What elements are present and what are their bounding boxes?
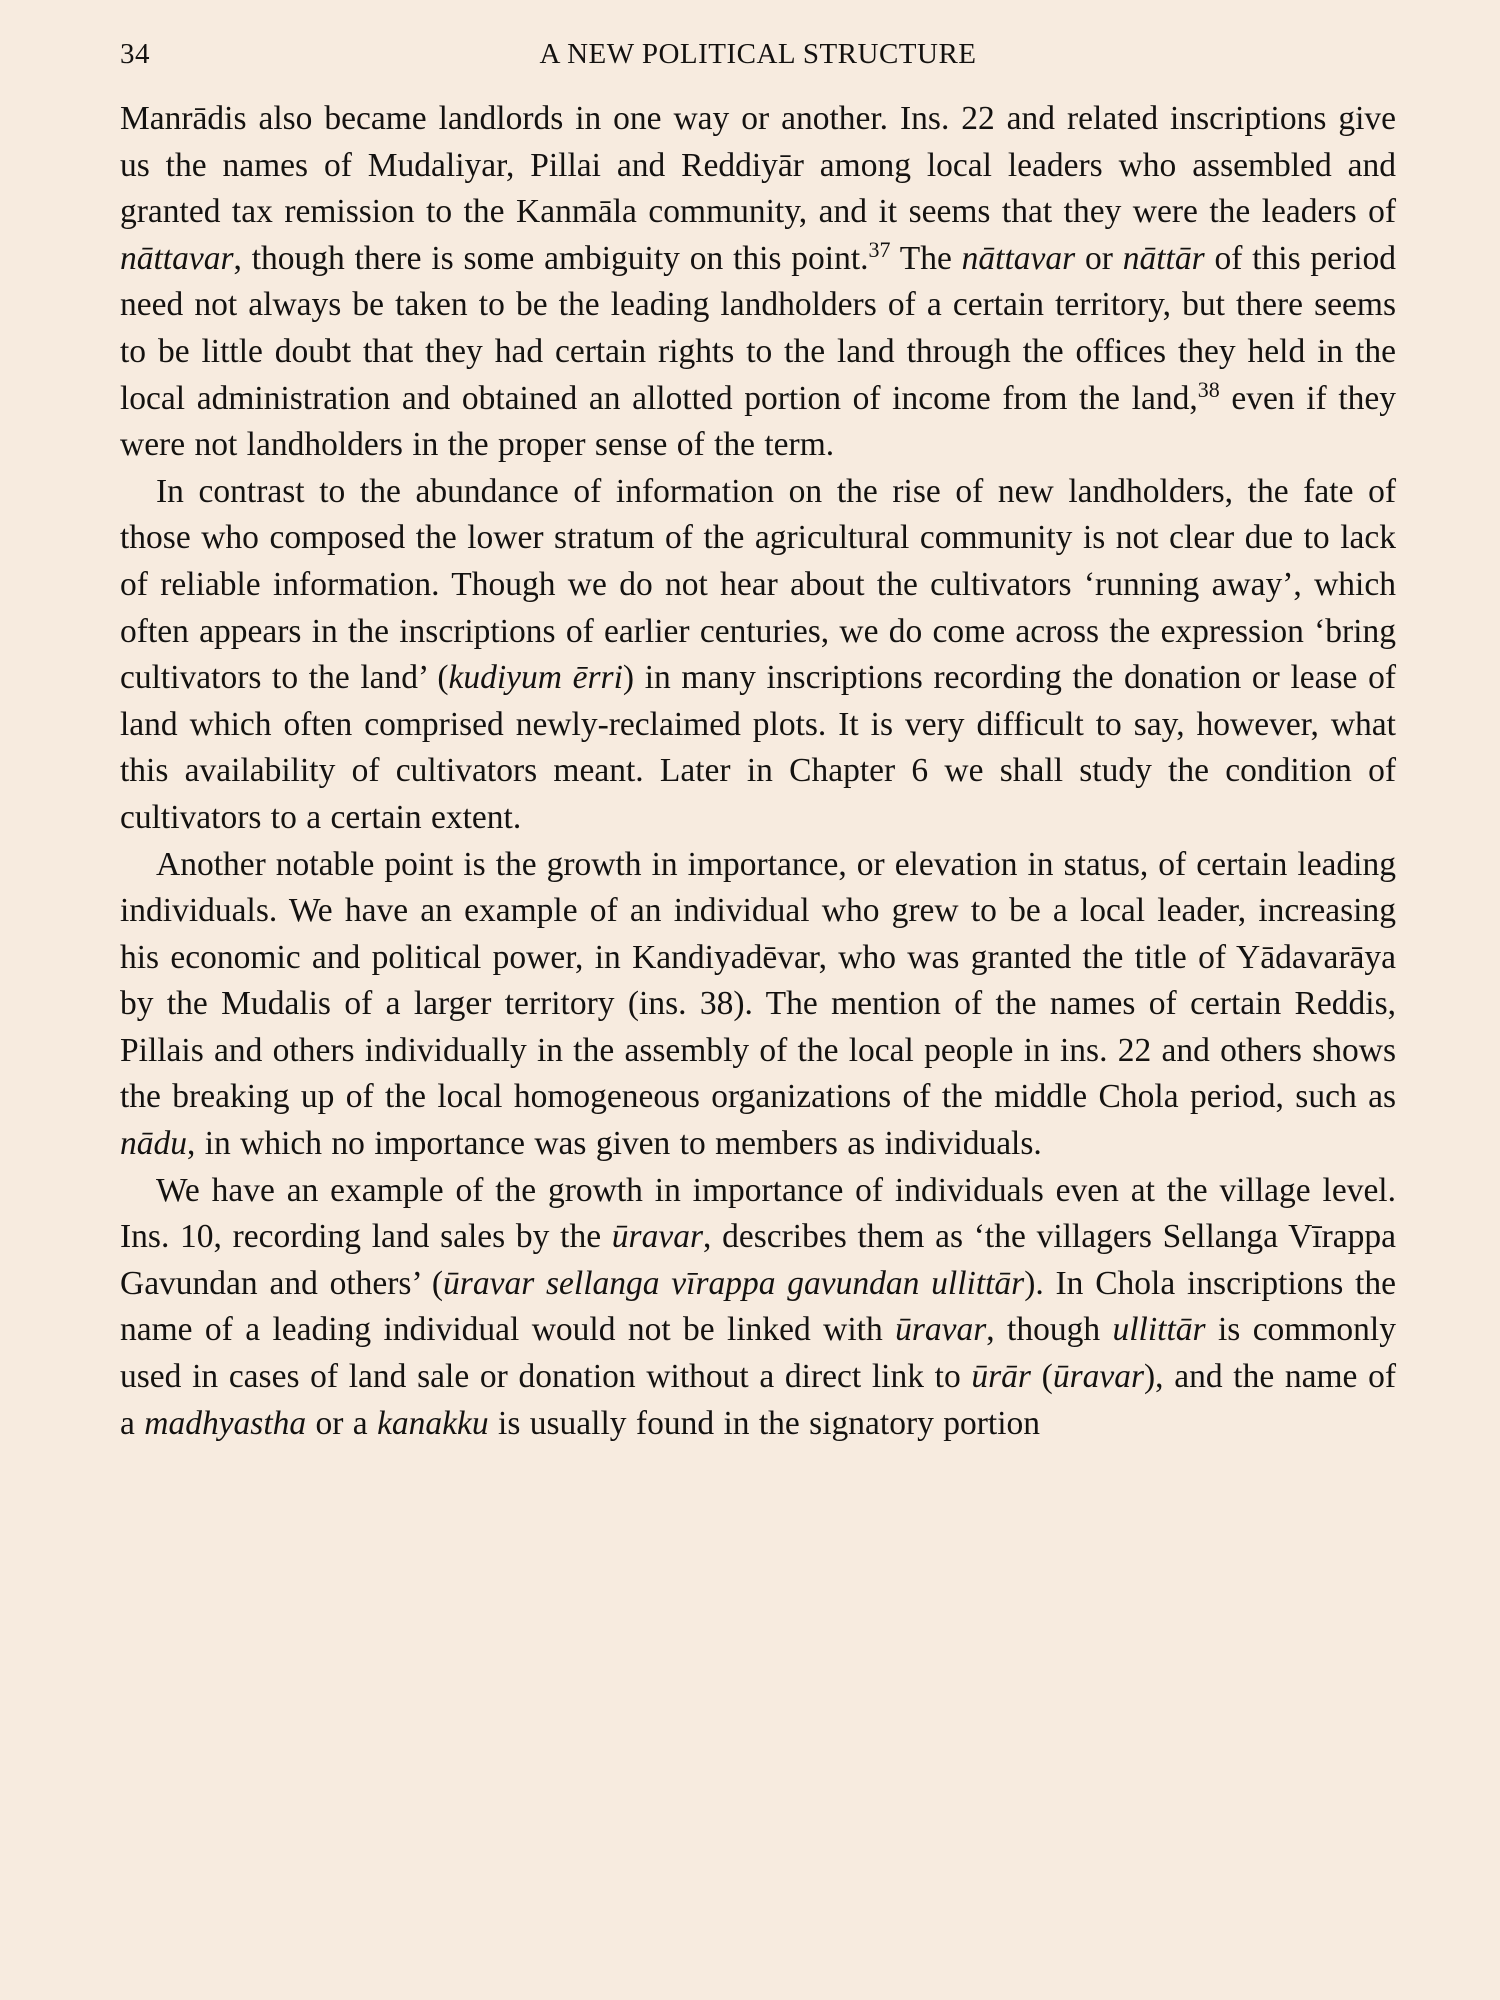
text-run: ). In Chola inscriptions the name of a leading individual would not be linked with [120, 1264, 1397, 1349]
paragraph [120, 842, 1396, 1168]
italic-term: nādu [120, 1125, 187, 1163]
paragraph [120, 1168, 1396, 1448]
text-run: of this period need not always be taken to be the leading landholders of a certain territory, but there seems to be little doubt that they had certain rights to the land through the offices they held in the local administration and obtained an allotted portion of income from the land, [120, 239, 1397, 417]
italic-term: ūrār [971, 1358, 1031, 1396]
text-run: In contrast to the abundance of information on the rise of new landholders, the fate of those who composed the lower stratum of the agricultural community is not clear due to lack of reliable information. Though we do not hear about the cultivators ‘running away’, which often appears in the inscriptions of earlier centuries, we do come across the expression ‘bring cultivators to the land’ ( [120, 472, 1396, 697]
italic-term: kudiyum ērri [448, 659, 623, 697]
paragraph [120, 96, 1396, 469]
text-run: Manrādis also became landlords in one way or another. Ins. 22 and related inscriptions give us the names of Mudaliyar, Pillai and Reddiyār among local leaders who assembled and granted tax remission to the Kanmāla community, and it seems that they were the leaders of [120, 100, 1396, 231]
italic-term: ūravar [895, 1311, 987, 1349]
text-run: or a [306, 1404, 378, 1442]
text-run: even if they were not landholders in the proper sense of the term. [120, 379, 1396, 464]
italic-term: ullittār [1112, 1311, 1206, 1349]
text-run: , though there is some ambiguity on this point. [233, 239, 869, 277]
running-head [120, 34, 1396, 78]
italic-term: kanakku [377, 1404, 489, 1442]
italic-term: ūravar sellanga vīrappa gavundan ullittār [443, 1264, 1025, 1302]
italic-term: nāttavar [961, 239, 1076, 277]
text-run: ) in many inscriptions recording the donation or lease of land which often comprised newly-reclaimed plots. It is very difficult to say, however, what this availability of cultivators meant. Later in Chapter 6 we shall study the condition of cultivators to a certain extent. [120, 659, 1396, 836]
text-run: or [1075, 239, 1123, 277]
text-run: Another notable point is the growth in importance, or elevation in status, of certain leading individuals. We have an example of an individual who grew to be a local leader, increasing his economic and political power, in Kandiyadēvar, who was granted the title of Yādavarāya by the Mudalis of a larger territory (ins. 38). The mention of the names of certain Reddis, Pillais and others individually in the assembly of the local people in ins. 22 and others shows the breaking up of the local homogeneous organizations of the middle Chola period, such as [120, 845, 1396, 1116]
text-run: The [890, 239, 962, 277]
text-run: We have an example of the growth in importance of individuals even at the village level. Ins. 10, recording land sales by the [120, 1171, 1396, 1256]
italic-term: ūravar [611, 1218, 703, 1256]
italic-term: nāttār [1122, 239, 1205, 277]
text-run: ( [1030, 1358, 1053, 1396]
paragraph [120, 469, 1396, 842]
text-run: , though [986, 1311, 1113, 1349]
book-page [120, 34, 1396, 1984]
italic-term: nāttavar [120, 239, 234, 277]
text-run: , describes them as ‘the villagers Sellanga Vīrappa Gavundan and others’ ( [120, 1218, 1396, 1302]
italic-term: ūravar [1052, 1358, 1145, 1396]
body-text [120, 96, 1396, 1447]
italic-term: madhyastha [144, 1404, 307, 1442]
running-title: A NEW POLITICAL STRUCTURE [539, 38, 977, 70]
text-run: ), and the name of a [120, 1358, 1396, 1442]
page-number: 34 [120, 38, 150, 70]
footnote-marker: 37 [868, 236, 891, 262]
text-run: is usually found in the signatory portion [488, 1404, 1040, 1442]
footnote-marker: 38 [1197, 376, 1220, 402]
text-run: , in which no importance was given to members as individuals. [187, 1125, 1042, 1163]
text-run: is commonly used in cases of land sale or donation without a direct link to [120, 1311, 1396, 1396]
